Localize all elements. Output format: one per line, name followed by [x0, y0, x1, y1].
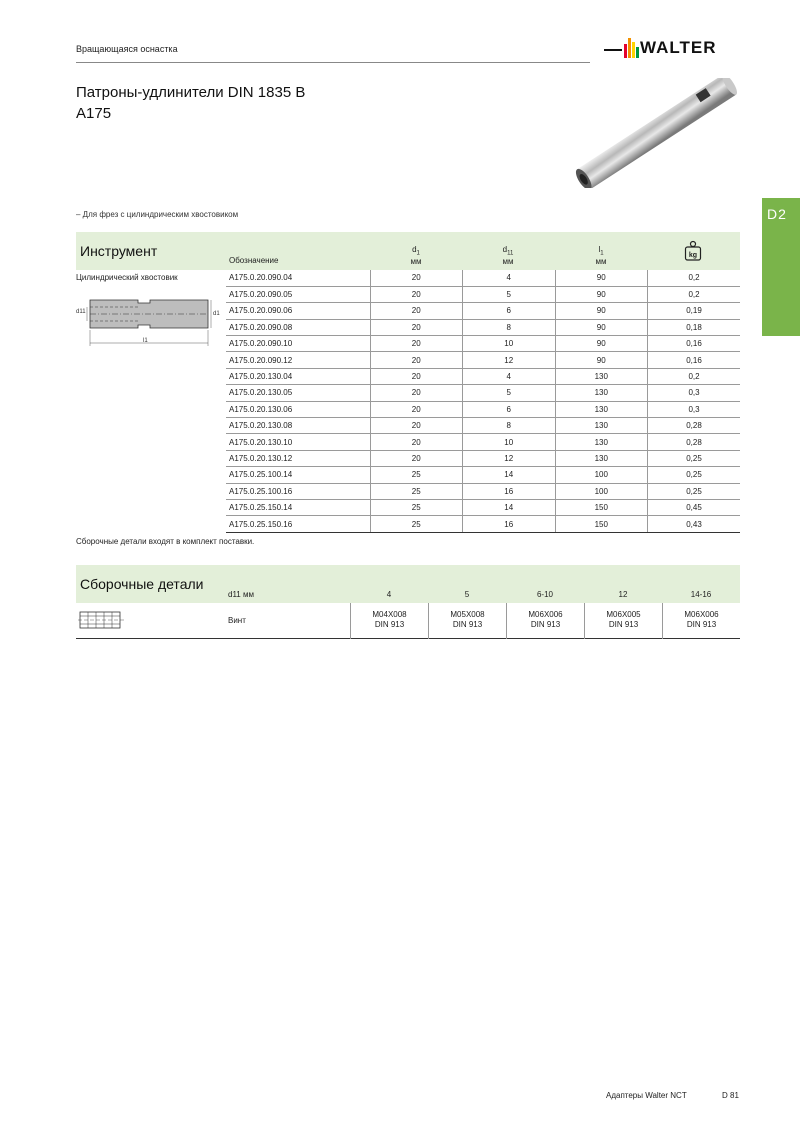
- col-designation: Обозначение: [229, 256, 279, 265]
- table-row: [226, 450, 740, 466]
- cell-value: 20: [370, 270, 463, 286]
- cell-value: 130: [555, 450, 648, 466]
- cell-designation: A175.0.20.090.12: [226, 352, 370, 368]
- assembly-param-label: d11 мм: [228, 590, 254, 599]
- cell-value: 25: [370, 516, 463, 532]
- title-line-2: A175: [76, 105, 112, 122]
- cell-value: 0,2: [648, 368, 741, 384]
- col-d1: $d_1$ мм: [410, 245, 422, 266]
- cell-value: 14: [463, 499, 556, 515]
- assembly-cell: M06X006 DIN 913: [662, 603, 740, 639]
- page-number: D 81: [722, 1091, 739, 1100]
- cell-value: 0,16: [648, 352, 741, 368]
- cell-value: 16: [463, 483, 556, 499]
- cell-value: 0,25: [648, 450, 741, 466]
- table-row: [226, 303, 740, 319]
- label-d11: d11: [76, 309, 86, 315]
- cell-value: 100: [555, 467, 648, 483]
- product-image: [560, 78, 750, 188]
- cell-value: 20: [370, 286, 463, 302]
- cell-value: 6: [463, 401, 556, 417]
- cell-value: 4: [463, 270, 556, 286]
- cell-value: 0,16: [648, 336, 741, 352]
- assembly-cell: M05X008 DIN 913: [428, 603, 506, 639]
- cell-designation: A175.0.25.100.16: [226, 483, 370, 499]
- cell-value: 0,28: [648, 418, 741, 434]
- cell-value: 0,43: [648, 516, 741, 532]
- cell-value: 90: [555, 319, 648, 335]
- cell-value: 5: [463, 286, 556, 302]
- instrument-title: Инструмент: [80, 243, 158, 259]
- screw-icon: [78, 608, 124, 632]
- cell-value: 0,3: [648, 401, 741, 417]
- cell-designation: A175.0.25.150.14: [226, 499, 370, 515]
- table-row: [226, 352, 740, 368]
- cell-value: 130: [555, 434, 648, 450]
- logo-bar: [636, 47, 639, 58]
- table-row: [226, 286, 740, 302]
- table-row: [226, 499, 740, 515]
- assembly-title: Сборочные детали: [80, 576, 204, 592]
- table-row: [226, 319, 740, 335]
- col-l1: $l_1$ мм: [595, 245, 607, 266]
- cell-value: 10: [463, 434, 556, 450]
- cell-value: 0,19: [648, 303, 741, 319]
- footer-text: Адаптеры Walter NCT: [606, 1091, 687, 1100]
- cell-designation: A175.0.25.100.14: [226, 467, 370, 483]
- cell-value: 0,25: [648, 467, 741, 483]
- col-d11: $d_{11}$ мм: [502, 245, 514, 266]
- table-row: [226, 401, 740, 417]
- page-title: [76, 82, 305, 124]
- assembly-col-5: 5: [464, 590, 470, 599]
- cell-value: 130: [555, 401, 648, 417]
- cell-value: 0,2: [648, 270, 741, 286]
- assembly-col-14-16: 14-16: [690, 590, 712, 599]
- weight-icon-label: kg: [688, 252, 698, 259]
- weight-icon: [684, 240, 702, 262]
- cell-designation: A175.0.20.130.05: [226, 385, 370, 401]
- cell-value: 20: [370, 368, 463, 384]
- cell-value: 90: [555, 270, 648, 286]
- cell-value: 20: [370, 450, 463, 466]
- cell-value: 25: [370, 467, 463, 483]
- cell-designation: A175.0.20.090.06: [226, 303, 370, 319]
- assembly-cell: M04X008 DIN 913: [350, 603, 428, 639]
- cell-value: 0,45: [648, 499, 741, 515]
- cell-value: 25: [370, 499, 463, 515]
- cell-value: 20: [370, 418, 463, 434]
- assembly-col-6-10: 6-10: [536, 590, 553, 599]
- assembly-cell: M06X005 DIN 913: [584, 603, 662, 639]
- cell-value: 100: [555, 483, 648, 499]
- cell-value: 90: [555, 352, 648, 368]
- cell-designation: A175.0.20.090.08: [226, 319, 370, 335]
- logo-bar: [624, 44, 627, 58]
- cell-value: 0,25: [648, 483, 741, 499]
- table-row: [226, 467, 740, 483]
- cell-value: 90: [555, 336, 648, 352]
- cell-value: 4: [463, 368, 556, 384]
- table-row: [226, 516, 740, 532]
- cell-designation: A175.0.20.090.05: [226, 286, 370, 302]
- section-tab: [762, 198, 800, 336]
- cell-value: 20: [370, 401, 463, 417]
- cell-value: 150: [555, 516, 648, 532]
- cell-value: 10: [463, 336, 556, 352]
- cell-designation: A175.0.20.130.12: [226, 450, 370, 466]
- label-d1: d1: [213, 311, 220, 317]
- cell-value: 20: [370, 385, 463, 401]
- cell-value: 20: [370, 319, 463, 335]
- header-rule: [76, 62, 590, 63]
- cell-value: 20: [370, 303, 463, 319]
- assembly-cell: M06X006 DIN 913: [506, 603, 584, 639]
- cell-value: 12: [463, 450, 556, 466]
- cell-value: 150: [555, 499, 648, 515]
- shank-label: Цилиндрический хвостовик: [76, 273, 178, 282]
- assembly-row-name: Винт: [228, 616, 246, 625]
- technical-drawing: [76, 290, 222, 350]
- cell-value: 0,3: [648, 385, 741, 401]
- table-row: [226, 434, 740, 450]
- cell-value: 8: [463, 319, 556, 335]
- cell-value: 90: [555, 303, 648, 319]
- cell-value: 25: [370, 483, 463, 499]
- assembly-col-12: 12: [618, 590, 628, 599]
- cell-value: 8: [463, 418, 556, 434]
- table-row: [226, 368, 740, 384]
- table-row: [226, 418, 740, 434]
- cell-value: 130: [555, 418, 648, 434]
- cell-value: 20: [370, 352, 463, 368]
- cell-value: 12: [463, 352, 556, 368]
- table-row: [226, 270, 740, 286]
- cell-designation: A175.0.20.130.08: [226, 418, 370, 434]
- cell-designation: A175.0.20.130.06: [226, 401, 370, 417]
- cell-value: 6: [463, 303, 556, 319]
- cell-value: 0,28: [648, 434, 741, 450]
- note-bottom: Сборочные детали входят в комплект поставки.: [76, 537, 255, 546]
- cell-value: 130: [555, 368, 648, 384]
- cell-designation: A175.0.20.130.04: [226, 368, 370, 384]
- cell-value: 130: [555, 385, 648, 401]
- cell-designation: A175.0.20.090.10: [226, 336, 370, 352]
- logo-line: [604, 49, 622, 51]
- table-row: [226, 385, 740, 401]
- table-row: [226, 483, 740, 499]
- section-title: Вращающаяся оснастка: [76, 44, 178, 54]
- cell-value: 14: [463, 467, 556, 483]
- cell-designation: A175.0.20.130.10: [226, 434, 370, 450]
- logo-bar: [628, 38, 631, 58]
- table-row: [226, 336, 740, 352]
- cell-designation: A175.0.25.150.16: [226, 516, 370, 532]
- cell-value: 0,18: [648, 319, 741, 335]
- note-top: – Для фрез с цилиндрическим хвостовиком: [76, 210, 239, 219]
- cell-value: 16: [463, 516, 556, 532]
- label-l1: l1: [143, 338, 148, 344]
- logo-wordmark: WALTER: [640, 38, 717, 57]
- cell-value: 90: [555, 286, 648, 302]
- assembly-col-4: 4: [386, 590, 392, 599]
- walter-logo: [604, 36, 744, 60]
- instrument-table: [226, 270, 740, 533]
- title-line-1: Патроны-удлинители DIN 1835 B: [76, 84, 306, 101]
- cell-value: 5: [463, 385, 556, 401]
- cell-designation: A175.0.20.090.04: [226, 270, 370, 286]
- cell-value: 20: [370, 434, 463, 450]
- logo-bar: [632, 42, 635, 58]
- cell-value: 0,2: [648, 286, 741, 302]
- cell-value: 20: [370, 336, 463, 352]
- section-tab-label: D2: [767, 206, 787, 222]
